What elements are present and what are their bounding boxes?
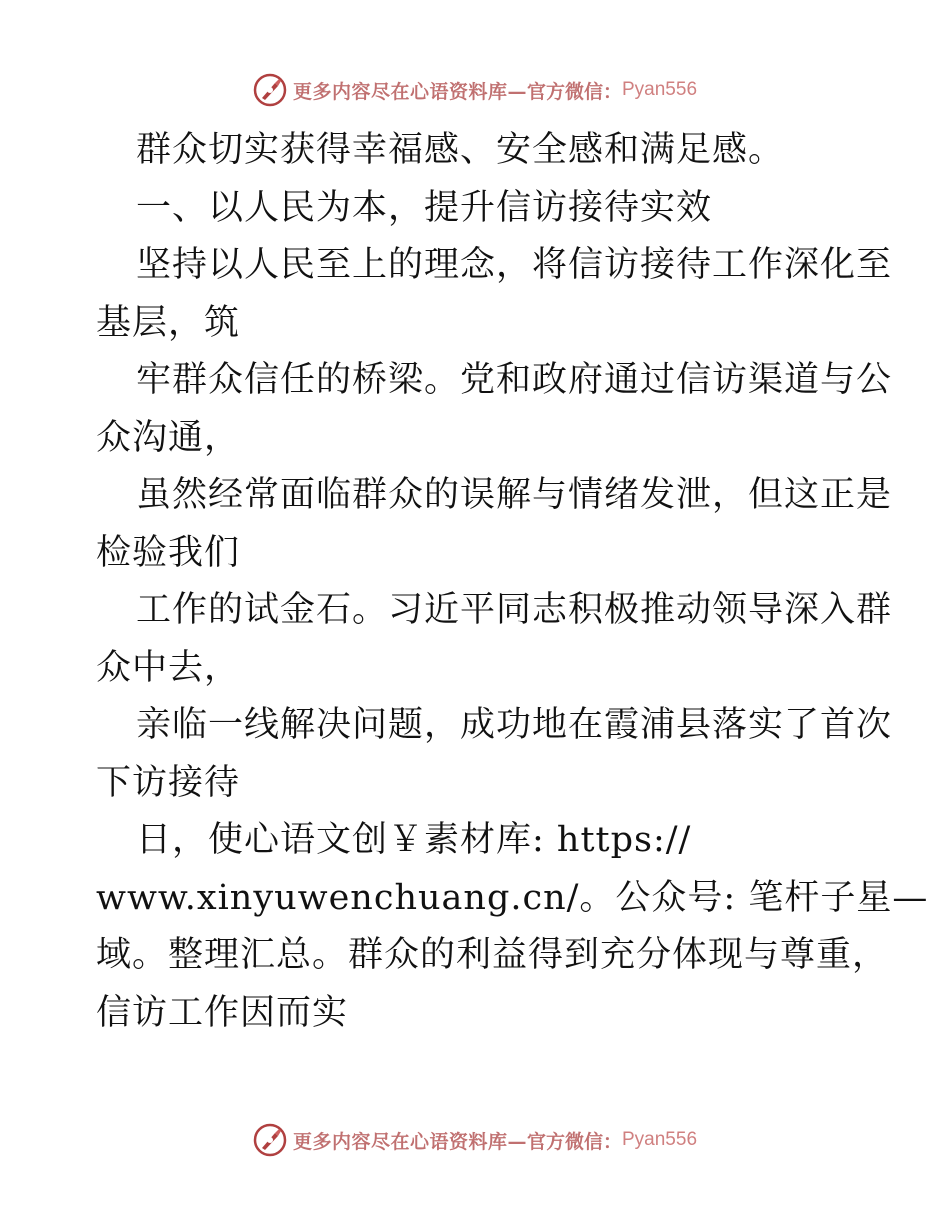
text-line: 虽然经常面临群众的误解与情绪发泄，但这正是 [136, 475, 893, 515]
banner-title: 更多内容尽在心语资料库— [292, 1130, 527, 1153]
document-body [96, 122, 929, 1042]
banner-wechat-id: Pyan556 [622, 1129, 698, 1150]
quill-pen-logo-icon [253, 1123, 287, 1157]
text-line: 检验我们 [96, 532, 241, 573]
text-line: 牢群众信任的桥梁。党和政府通过信访渠道与公 [136, 360, 893, 400]
text-line: 坚持以人民至上的理念，将信访接待工作深化至 [136, 245, 893, 285]
footer-banner [0, 1120, 950, 1160]
banner-wechat-id: Pyan556 [622, 79, 698, 100]
text-line: 亲临一线解决问题，成功地在霞浦县落实了首次 [136, 705, 893, 745]
text-line: 群众切实获得幸福感、安全感和满足感。 [136, 130, 785, 170]
text-line: 基层，筑 [96, 302, 241, 343]
banner-title: 更多内容尽在心语资料库— [292, 80, 527, 103]
quill-pen-logo-icon [253, 73, 287, 107]
text-line: 信访工作因而实 [96, 992, 349, 1033]
banner-wechat-label: 官方微信： [526, 80, 622, 103]
text-line-url: 日，使心语文创￥素材库: https:// [136, 820, 692, 860]
section-heading: 一、以人民为本，提升信访接待实效 [136, 187, 713, 228]
text-line-url: www.xinyuwenchuang.cn/。公众号: 笔杆子星— [96, 877, 929, 918]
text-line: 众中去， [96, 647, 241, 688]
text-line: 下访接待 [96, 762, 241, 803]
text-line: 域。整理汇总。群众的利益得到充分体现与尊重， [96, 935, 889, 975]
header-banner [0, 70, 950, 110]
text-line: 众沟通， [96, 417, 241, 458]
banner-wechat-label: 官方微信： [526, 1130, 622, 1153]
text-line: 工作的试金石。习近平同志积极推动领导深入群 [136, 590, 893, 630]
